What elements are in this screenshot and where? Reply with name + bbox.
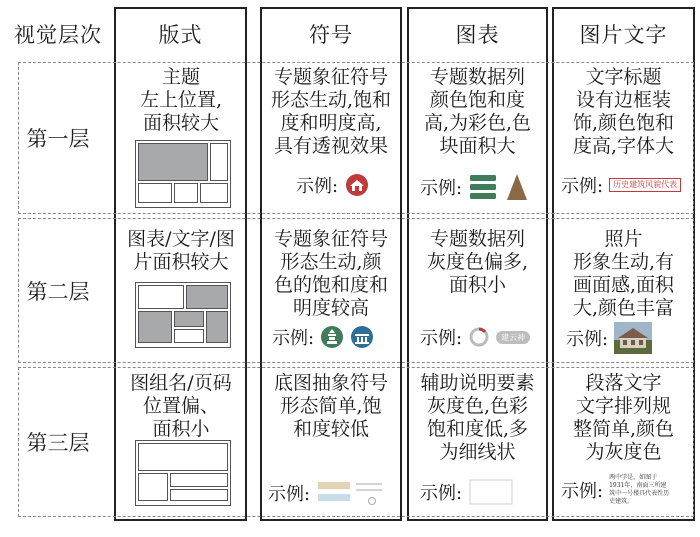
layout-thumbnail-1	[135, 140, 231, 208]
row1-symbol-text: 专题象征符号 形态生动,饱和 度和明度高, 具有透视效果	[270, 66, 392, 157]
example-label: 示例:	[420, 483, 463, 504]
header-layout: 版式	[158, 23, 203, 47]
row3-text-example	[561, 474, 671, 506]
row2-text-text: 照片 形象生动,有 画面感,面积 大,颜色丰富	[572, 228, 675, 319]
row1-chart-example	[420, 172, 530, 202]
row2-chart-text: 专题数据列 灰度色偏多, 面积小	[426, 228, 529, 296]
header-level: 视觉层次	[14, 23, 102, 47]
row1-chart-text: 专题数据列 颜色饱和度 高,为彩色,色 块面积大	[423, 66, 532, 157]
row2-symbol-text: 专题象征符号 形态生动,颜 色的饱和度和 明度较高	[273, 228, 388, 319]
row3-text-text: 段落文字 文字排列规 整简单,颜色 为灰度色	[572, 372, 675, 463]
paragraph-sample: 两中学是，如图于1931年，南面三所建筑中一号楼具代表性历史建筑。	[609, 474, 670, 505]
stacked-bars-icon	[468, 173, 498, 201]
header-chart: 图表	[455, 23, 500, 47]
example-label: 示例:	[420, 178, 463, 199]
thin-line-box-icon	[468, 478, 514, 506]
example-label: 示例:	[296, 176, 339, 197]
layout-thumbnail-3	[135, 440, 231, 506]
row2-text-example	[566, 322, 652, 354]
triangle-chart-icon	[504, 172, 530, 202]
bordered-title-sample: 历史建筑风貌代表	[609, 178, 681, 192]
example-label: 示例:	[420, 328, 463, 349]
row-label-3: 第三层	[26, 431, 90, 455]
house-symbol-icon	[344, 172, 370, 198]
example-label: 示例:	[561, 481, 604, 502]
example-label: 示例:	[561, 176, 604, 197]
header-symbol: 符号	[309, 23, 353, 47]
base-map-symbol-icon	[316, 478, 386, 508]
row3-chart-example	[420, 478, 514, 506]
row3-symbol-text: 底图抽象符号 形态简单,饱 和度较低	[273, 372, 388, 440]
row-label-2: 第二层	[26, 279, 90, 304]
ring-chart-icon	[468, 326, 490, 348]
photo-thumbnail	[614, 322, 652, 354]
row1-text-example	[561, 172, 681, 198]
gray-badge-sample: 建云神	[496, 331, 530, 344]
example-label: 示例:	[566, 329, 609, 350]
row2-layout-text: 图表/文字/图 片面积较大	[127, 228, 235, 273]
pagoda-symbol-icon	[320, 325, 344, 349]
row3-symbol-example	[268, 478, 386, 508]
row-label-1: 第一层	[26, 127, 90, 151]
row1-layout-text: 主题 左上位置, 面积较大	[139, 66, 223, 134]
example-label: 示例:	[272, 328, 315, 349]
layout-thumbnail-2	[135, 282, 231, 348]
row3-layout-text: 图组名/页码 位置偏、 面积小	[130, 372, 232, 440]
row2-chart-example	[420, 324, 530, 350]
header-text: 图片文字	[579, 23, 668, 47]
example-label: 示例:	[268, 484, 311, 505]
row2-symbol-example	[272, 324, 374, 350]
row3-chart-text: 辅助说明要素 灰度色,色彩 饱和度低,多 为细线状	[420, 372, 535, 463]
building-symbol-icon	[350, 325, 374, 349]
row1-text-text: 文字标题 设有边框装 饰,颜色饱和 度高,字体大	[572, 66, 675, 157]
row1-symbol-example	[296, 172, 370, 198]
